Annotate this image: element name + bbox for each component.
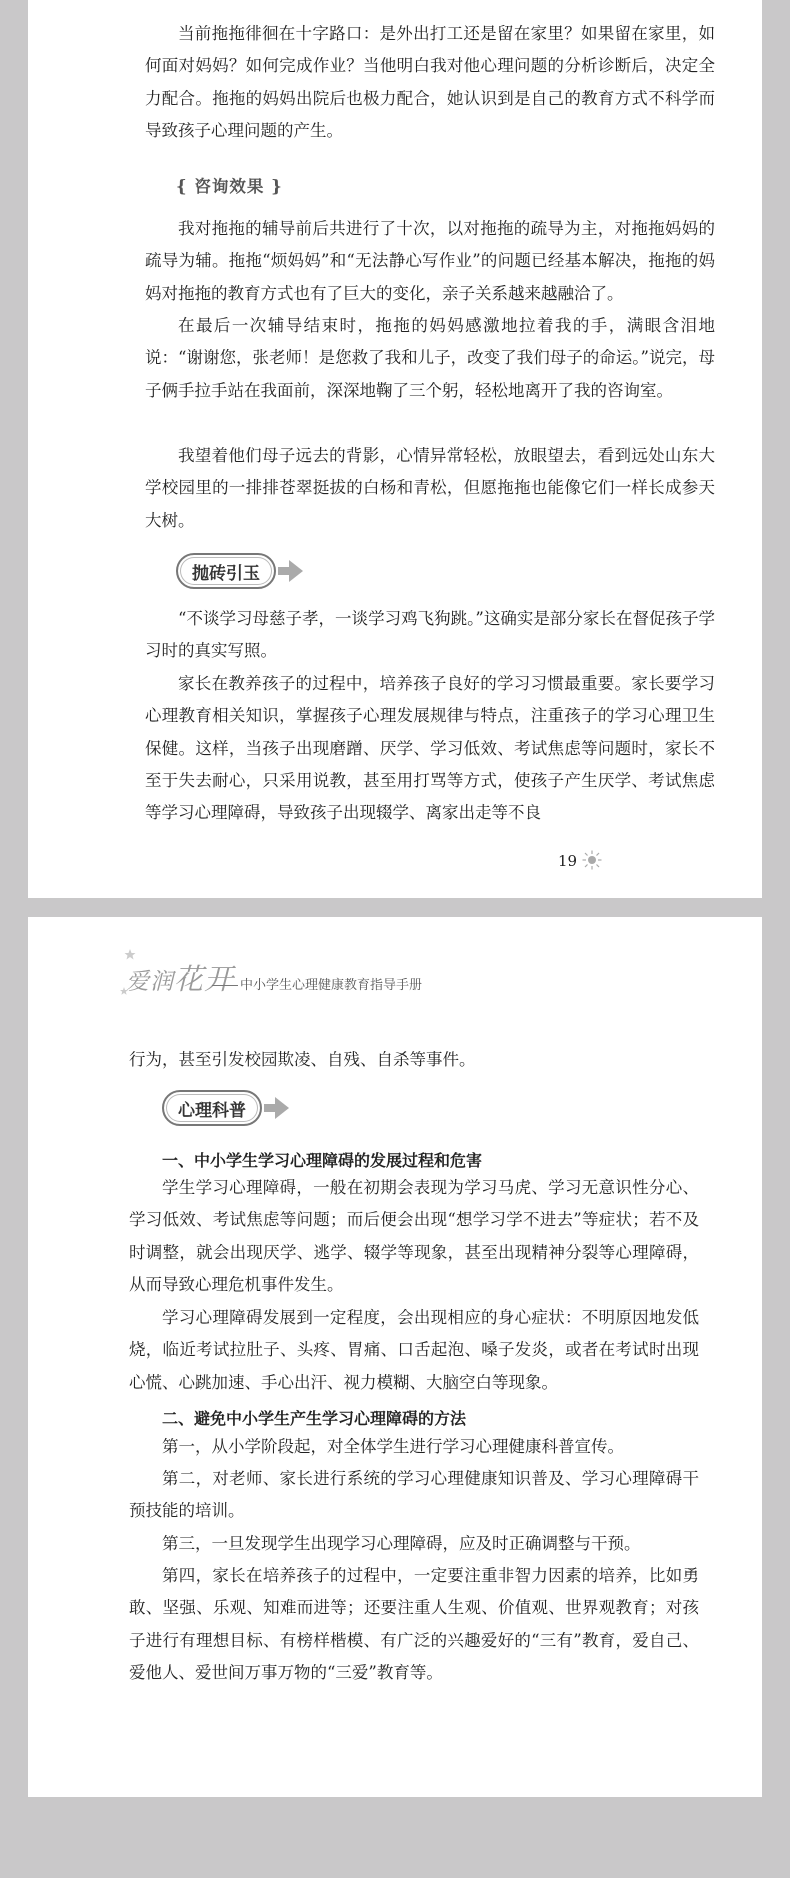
section-pill-label <box>162 1090 290 1126</box>
paragraph: 行为，甚至引发校园欺凌、自残、自杀等事件。 <box>129 1050 476 1069</box>
subsection-heading: 一、中小学生学习心理障碍的发展过程和危害 <box>162 1151 483 1170</box>
paragraph: 当前拖拖徘徊在十字路口：是外出打工还是留在家里？如果留在家里，如何面对妈妈？如何完成作业？当他明白我对他心理问题的分析诊断后，决定全力配合。拖拖的妈妈出院后也极力配合，她认识到是自己的教育方式不科学而导致孩子心理问题的产生。 <box>145 24 715 140</box>
logo-text: 爱润 <box>126 969 174 995</box>
sun-ornament-icon <box>582 850 602 870</box>
arrow-right-icon <box>278 559 304 583</box>
running-header-title: 中小学生心理健康教育指导手册 <box>212 974 422 993</box>
logo-text: 花 <box>174 962 205 996</box>
book-page-19 <box>28 0 762 898</box>
paragraph: 我望着他们母子远去的背影，心情异常轻松，放眼望去，看到远处山东大学校园里的一排排苍翠挺拔的白杨和青松，但愿拖拖也能像它们一样长成参天大树。 <box>145 446 715 530</box>
paragraph: 学生学习心理障碍，一般在初期会表现为学习马虎、学习无意识性分心、学习低效、考试焦虑等问题；而后便会出现“想学习学不进去”等症状；若不及时调整，就会出现厌学、逃学、辍学等现象，甚至出现精神分裂等心理障碍，从而导致心理危机事件发生。 <box>129 1178 699 1294</box>
paragraph: 家长在教养孩子的过程中，培养孩子良好的学习习惯最重要。家长要学习心理教育相关知识，掌握孩子心理发展规律与特点，注重孩子的学习心理卫生保健。这样，当孩子出现磨蹭、厌学、学习低效、考试焦虑等问题时，家长不至于失去耐心，只采用说教，甚至用打骂等方式，使孩子产生厌学、考试焦虑等学习心理障碍，导致孩子出现辍学、离家出走等不良 <box>145 674 715 823</box>
paragraph: 第三，一旦发现学生出现学习心理障碍，应及时正确调整与干预。 <box>162 1534 641 1553</box>
paragraph: 学习心理障碍发展到一定程度，会出现相应的身心症状：不明原因地发低烧，临近考试拉肚子、头疼、胃痛、口舌起泡、嗓子发炎，或者在考试时出现心慌、心跳加速、手心出汗、视力模糊、大脑空白等现象。 <box>129 1308 699 1392</box>
arrow-right-icon <box>264 1096 290 1120</box>
paragraph: 我对拖拖的辅导前后共进行了十次，以对拖拖的疏导为主，对拖拖妈妈的疏导为辅。拖拖“烦妈妈”和“无法静心写作业”的问题已经基本解决，拖拖的妈妈对拖拖的教育方式也有了巨大的变化，亲子关系越来越融洽了。 <box>145 219 715 303</box>
paragraph: 第一，从小学阶段起，对全体学生进行学习心理健康科普宣传。 <box>162 1437 624 1456</box>
paragraph: 第二，对老师、家长进行系统的学习心理健康知识普及、学习心理障碍干预技能的培训。 <box>129 1469 699 1521</box>
paragraph: 在最后一次辅导结束时，拖拖的妈妈感激地拉着我的手，满眼含泪地说：“谢谢您，张老师！是您救了我和儿子，改变了我们母子的命运。”说完，母子俩手拉手站在我面前，深深地鞠了三个躬，轻松地离开了我的咨询室。 <box>145 316 715 400</box>
subsection-heading: 二、避免中小学生产生学习心理障碍的方法 <box>162 1409 467 1428</box>
page-number: 19 <box>558 852 578 870</box>
paragraph: “不谈学习母慈子孝，一谈学习鸡飞狗跳。”这确实是部分家长在督促孩子学习时的真实写照。 <box>145 609 715 661</box>
pill-label-text: 抛砖引玉 <box>176 553 276 589</box>
section-pill-label <box>176 553 304 589</box>
book-page-20 <box>28 917 762 1797</box>
logo-text: 开 <box>204 962 235 996</box>
paragraph: 第四，家长在培养孩子的过程中，一定要注重非智力因素的培养，比如勇敢、坚强、乐观、知难而进等；还要注重人生观、价值观、世界观教育；对孩子进行有理想目标、有榜样楷模、有广泛的兴趣爱好的“三有”教育，爱自己、爱他人、爱世间万事万物的“三爱”教育等。 <box>129 1566 699 1682</box>
pill-label-text: 心理科普 <box>162 1090 262 1126</box>
section-heading: { 咨询效果 } <box>176 177 283 196</box>
